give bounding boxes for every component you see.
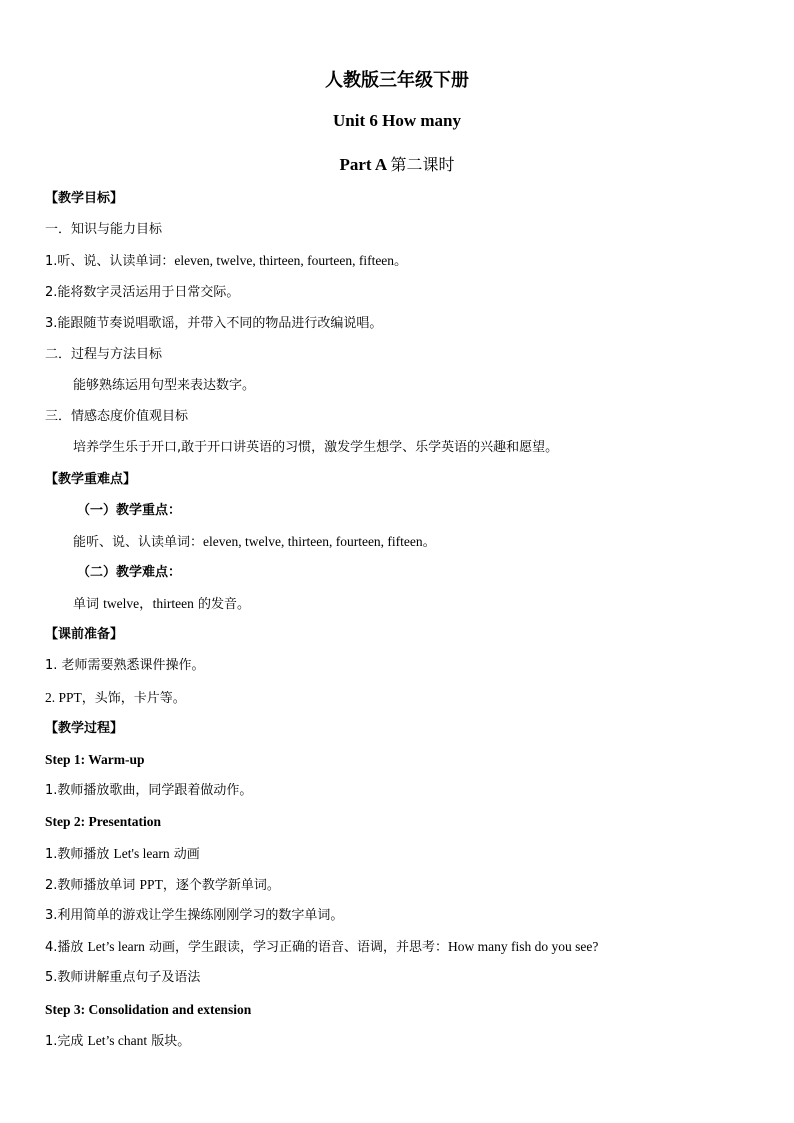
objective-section-2-text: 能够熟练运用句型来表达数字。 — [73, 378, 256, 393]
objective-item-1-en: eleven, twelve, thirteen, fourteen, fifteen。 — [174, 253, 408, 268]
step-2-item-4-en: Let’s learn — [87, 939, 145, 954]
difficulty-text-cn1: 单词 — [73, 597, 104, 612]
objective-item-1 — [45, 252, 408, 271]
difficulty-text-cn2: 的发音。 — [193, 597, 250, 612]
preparation-item-2 — [45, 689, 186, 708]
step-2-item-1-cn2: 动画 — [169, 847, 200, 862]
document-title: 人教版三年级下册 — [325, 70, 469, 91]
focus-title: （一）教学重点： — [77, 503, 182, 518]
step-2-item-4 — [45, 938, 598, 957]
difficulty-text-en: twelve，thirteen — [103, 596, 194, 611]
part-title-cn: 第二课时 — [390, 155, 455, 174]
preparation-item-2-en: 2. PPT — [45, 690, 82, 705]
step-2-item-4-cn2: 动画，学生跟读，学习正确的语音、语调，并思考： — [144, 940, 449, 955]
step-2-item-1 — [45, 845, 200, 864]
step-2-item-4-en2: How many fish do you see? — [448, 939, 599, 954]
key-points-heading: 【教学重难点】 — [45, 472, 137, 487]
step-2-item-2-en: PPT — [139, 877, 163, 892]
step-1-title: Step 1: Warm-up — [45, 752, 145, 767]
objective-section-1-title: 一．知识与能力目标 — [45, 222, 163, 237]
focus-text — [73, 533, 436, 552]
step-2-item-5: 5.教师讲解重点句子及语法 — [45, 970, 201, 985]
step-3-item-1 — [45, 1032, 190, 1051]
step-2-item-3: 3.利用简单的游戏让学生操练刚刚学习的数字单词。 — [45, 908, 344, 923]
preparation-heading: 【课前准备】 — [45, 627, 124, 642]
step-2-item-2-cn: 2.教师播放单词 — [45, 878, 140, 893]
focus-text-cn: 能听、说、认读单词： — [73, 535, 204, 550]
focus-text-en: eleven, twelve, thirteen, fourteen, fifteen。 — [203, 534, 437, 549]
preparation-item-1: 1. 老师需要熟悉课件操作。 — [45, 658, 205, 673]
step-3-item-1-en: Let’s chant — [87, 1033, 148, 1048]
difficulty-text — [73, 595, 250, 614]
step-3-item-1-cn: 1.完成 — [45, 1034, 88, 1049]
preparation-item-2-cn: ，头饰，卡片等。 — [81, 691, 186, 706]
step-3-title: Step 3: Consolidation and extension — [45, 1002, 252, 1017]
objectives-heading: 【教学目标】 — [45, 191, 124, 206]
part-title-en: Part A — [339, 155, 387, 174]
step-2-item-1-cn: 1.教师播放 — [45, 847, 114, 862]
step-2-item-2 — [45, 876, 280, 895]
difficulty-title: （二）教学难点： — [77, 565, 182, 580]
unit-title: Unit 6 How many — [333, 111, 461, 130]
objective-item-1-cn: 1.听、说、认读单词： — [45, 254, 175, 269]
step-2-title: Step 2: Presentation — [45, 814, 161, 829]
step-2-item-2-cn2: ，逐个教学新单词。 — [162, 878, 280, 893]
objective-section-2-title: 二．过程与方法目标 — [45, 347, 163, 362]
part-title — [0, 152, 794, 175]
process-heading: 【教学过程】 — [45, 721, 124, 736]
objective-item-2: 2.能将数字灵活运用于日常交际。 — [45, 285, 240, 300]
objective-item-3: 3.能跟随节奏说唱歌谣，并带入不同的物品进行改编说唱。 — [45, 316, 383, 331]
step-2-item-4-cn: 4.播放 — [45, 940, 88, 955]
step-1-item-1: 1.教师播放歌曲，同学跟着做动作。 — [45, 783, 253, 798]
objective-section-3-text: 培养学生乐于开口,敢于开口讲英语的习惯，激发学生想学、乐学英语的兴趣和愿望。 — [73, 440, 559, 455]
step-2-item-1-en: Let's learn — [113, 846, 170, 861]
objective-section-3-title: 三．情感态度价值观目标 — [45, 409, 189, 424]
step-3-item-1-cn2: 版块。 — [147, 1034, 191, 1049]
